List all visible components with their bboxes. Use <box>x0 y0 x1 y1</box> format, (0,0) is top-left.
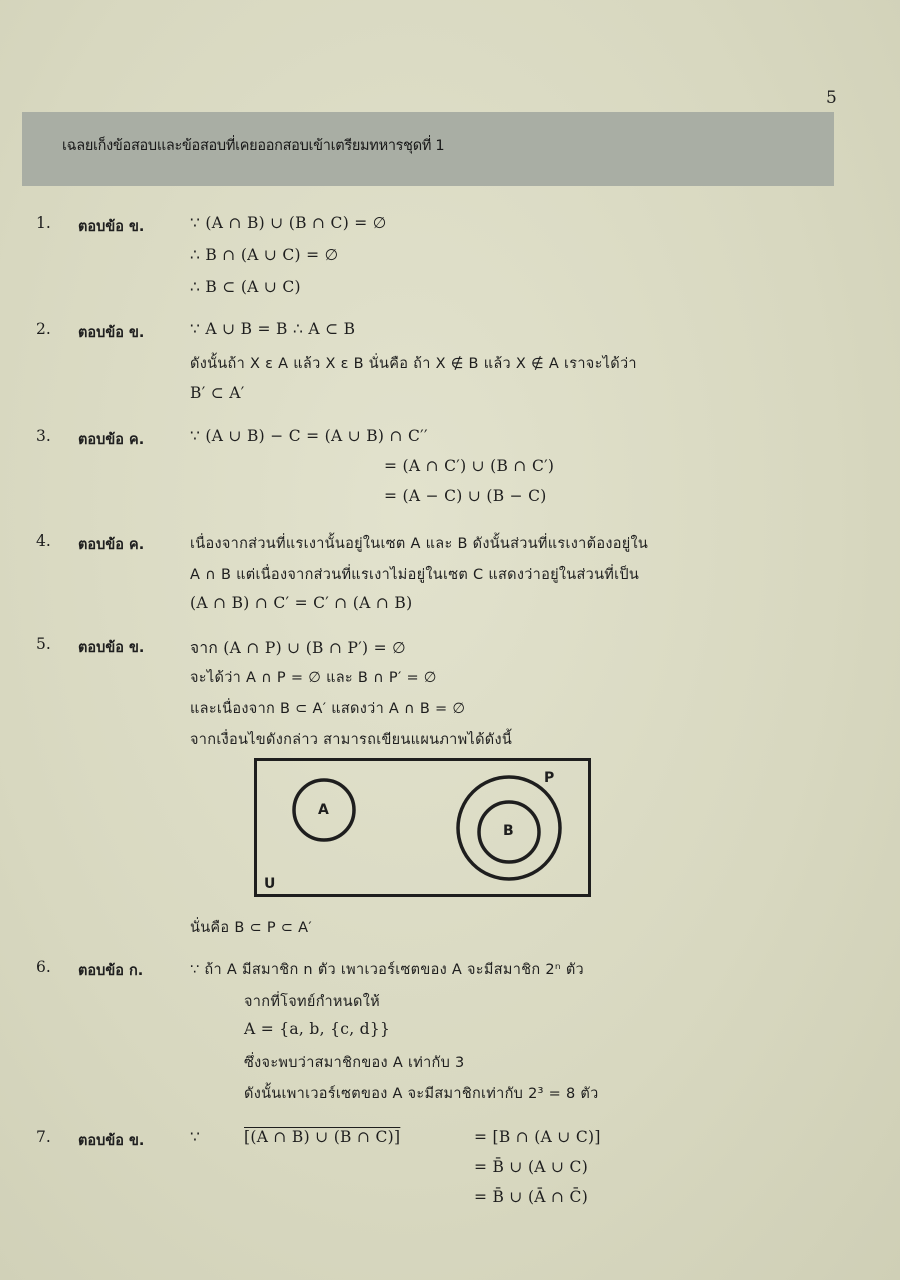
math-line: ∵ (A ∩ B) ∪ (B ∩ C) = ∅ <box>190 214 387 232</box>
item-number: 6. <box>36 958 51 976</box>
item-number: 4. <box>36 532 51 550</box>
text-line: ดังนั้นเพาเวอร์เซตของ A จะมีสมาชิกเท่ากับ 2³ = 8 ตัว <box>244 1086 599 1102</box>
answer-label: ตอบข้อ ข. <box>78 325 145 341</box>
math-line: ∴ B ∩ (A ∪ C) = ∅ <box>190 246 339 264</box>
math-line: จะได้ว่า A ∩ P = ∅ และ B ∩ P′ = ∅ <box>190 670 437 686</box>
item-number: 2. <box>36 320 51 338</box>
answer-label: ตอบข้อ ข. <box>78 640 145 656</box>
math-line: ∵ <box>190 1128 201 1146</box>
venn-diagram-graphic <box>254 758 592 898</box>
math-line: นั่นคือ B ⊂ P ⊂ A′ <box>190 920 312 936</box>
math-line: ∵ A ∪ B = B ∴ A ⊂ B <box>190 320 356 338</box>
item-number: 3. <box>36 427 51 445</box>
text-line: เนื่องจากส่วนที่แรเงานั้นอยู่ในเซต A และ B ดังนั้นส่วนที่แรเงาต้องอยู่ใน <box>190 536 649 552</box>
math-line: = (A ∩ C′) ∪ (B ∩ C′) <box>384 457 555 475</box>
venn-diagram <box>254 758 592 898</box>
title-banner <box>22 112 834 186</box>
text-line: A ∩ B แต่เนื่องจากส่วนที่แรเงาไม่อยู่ในเซต C แสดงว่าอยู่ในส่วนที่เป็น <box>190 567 640 583</box>
text-line: ซึ่งจะพบว่าสมาชิกของ A เท่ากับ 3 <box>244 1055 465 1071</box>
set-b-label: B <box>503 823 514 839</box>
set-a-label: A <box>318 802 329 818</box>
page-title: เฉลยเก็งข้อสอบและข้อสอบที่เคยออกสอบเข้าเตรียมทหารชุดที่ 1 <box>62 138 445 154</box>
set-p-label: P <box>544 770 555 786</box>
math-line: จาก (A ∩ P) ∪ (B ∩ P′) = ∅ <box>190 639 406 657</box>
item-number: 1. <box>36 214 51 232</box>
answer-label: ตอบข้อ ค. <box>78 537 145 553</box>
universal-set-label: U <box>264 876 276 892</box>
math-line: = (A − C) ∪ (B − C) <box>384 487 547 505</box>
math-line: A = {a, b, {c, d}} <box>244 1020 391 1038</box>
item-number: 5. <box>36 635 51 653</box>
math-line: ∵ (A ∪ B) − C = (A ∪ B) ∩ C′′ <box>190 427 428 445</box>
answer-label: ตอบข้อ ก. <box>78 963 144 979</box>
answer-label: ตอบข้อ ข. <box>78 1133 145 1149</box>
text-line: ดังนั้นถ้า X ε A แล้ว X ε B นั่นคือ ถ้า X ∉ B แล้ว X ∉ A เราจะได้ว่า <box>190 356 637 372</box>
page-number: 5 <box>826 88 837 108</box>
math-line: (A ∩ B) ∩ C′ = C′ ∩ (A ∩ B) <box>190 594 413 612</box>
item-number: 7. <box>36 1128 51 1146</box>
math-line: = B̄ ∪ (Ā ∩ C̄) <box>474 1188 589 1206</box>
math-line: ∴ B ⊂ (A ∪ C) <box>190 278 301 296</box>
math-line: = B̄ ∪ (A ∪ C) <box>474 1158 589 1176</box>
math-line: = [B ∩ (A ∪ C)] <box>474 1128 601 1146</box>
text-line: ∵ ถ้า A มีสมาชิก n ตัว เพาเวอร์เซตของ A จะมีสมาชิก 2ⁿ ตัว <box>190 962 584 978</box>
math-line: [(A ∩ B) ∪ (B ∩ C)] <box>244 1128 401 1146</box>
text-line: จากเงื่อนไขดังกล่าว สามารถเขียนแผนภาพได้ดังนี้ <box>190 732 513 748</box>
answer-label: ตอบข้อ ค. <box>78 432 145 448</box>
math-line: B′ ⊂ A′ <box>190 384 245 402</box>
text-line: จากที่โจทย์กำหนดให้ <box>244 994 380 1010</box>
answer-label: ตอบข้อ ข. <box>78 219 145 235</box>
math-line: และเนื่องจาก B ⊂ A′ แสดงว่า A ∩ B = ∅ <box>190 701 466 717</box>
